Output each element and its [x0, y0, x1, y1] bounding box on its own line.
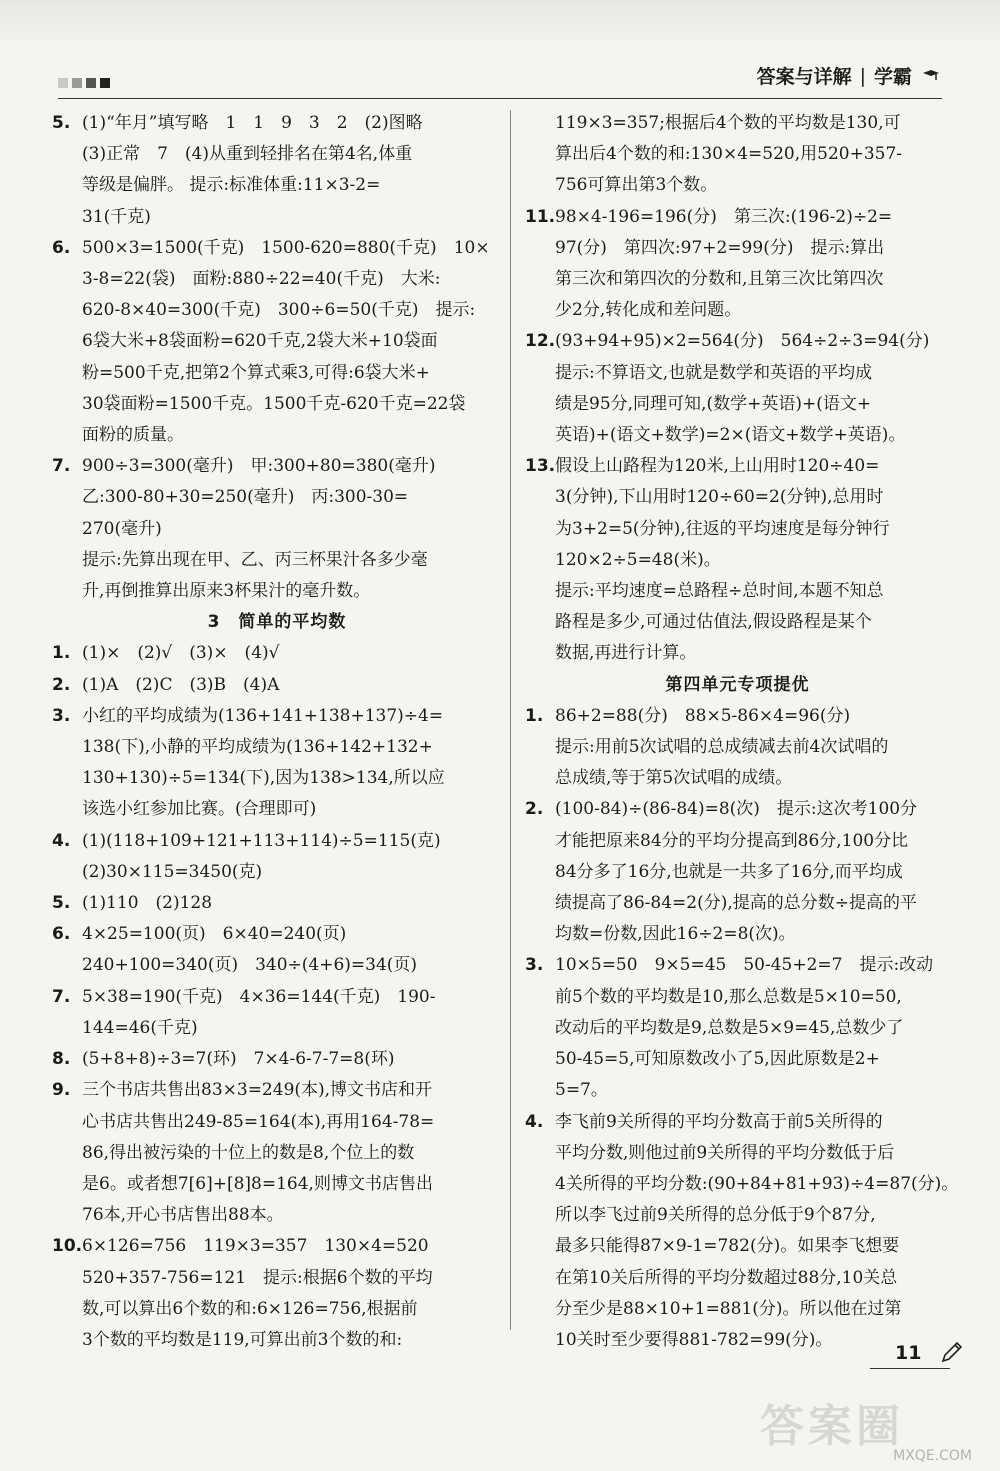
text-line: 为3+2=5(分钟),往返的平均速度是每分钟行	[555, 518, 890, 539]
header-separator: |	[859, 64, 866, 87]
text-line: 所以李飞过前9关所得的总分低于9个87分,	[555, 1205, 876, 1226]
item-number: 13.	[525, 456, 556, 477]
text-line: 50-45=5,可知原数改小了5,因此原数是2+	[555, 1049, 880, 1070]
text-line: 绩提高了86-84=2(分),提高的总分数÷提高的平	[555, 893, 917, 914]
header-square	[72, 78, 82, 88]
section-title: 3 简单的平均数	[207, 612, 347, 633]
text-line: 130+130)÷5=134(下),因为138>134,所以应	[82, 768, 445, 789]
text-line: 520+357-756=121 提示:根据6个数的平均	[82, 1267, 433, 1288]
text-line: 10关时至少要得881-782=99(分)。	[555, 1329, 833, 1350]
answer-item	[52, 233, 502, 451]
text-line: 乙:300-80+30=250(毫升) 丙:300-30=	[82, 487, 409, 508]
text-line: 3(分钟),下山用时120÷60=2(分钟),总用时	[555, 487, 884, 508]
text-line: 240+100=340(页) 340÷(4+6)=34(页)	[82, 955, 418, 976]
pencil-icon	[940, 1340, 964, 1364]
text-line: 心书店共售出249-85=164(本),再用164-78=	[82, 1111, 435, 1132]
item-body	[82, 826, 502, 888]
text-line: 少2分,转化成和差问题。	[555, 300, 742, 321]
text-line: 5×38=190(千克) 4×36=144(千克) 190-	[82, 986, 436, 1007]
item-body	[555, 794, 950, 950]
text-line: 绩是95分,同理可知,(数学+英语)+(语文+	[555, 393, 872, 414]
text-line: 在第10关后所得的平均分数超过88分,10关总	[555, 1267, 898, 1288]
text-line: 改动后的平均数是9,总数是5×9=45,总数少了	[555, 1017, 904, 1038]
text-line: 提示:平均速度=总路程÷总时间,本题不知总	[555, 581, 884, 602]
text-line: (1)A (2)C (3)B (4)A	[82, 674, 280, 695]
item-number: 12.	[525, 331, 556, 352]
item-body	[82, 638, 502, 669]
answer-item	[52, 1231, 502, 1356]
answer-item	[525, 701, 950, 795]
text-line: 等级是偏胖。 提示:标准体重:11×3-2=	[82, 175, 381, 196]
item-body	[555, 326, 950, 451]
answer-item	[525, 202, 950, 327]
item-number: 10.	[52, 1236, 83, 1257]
text-line: 提示:用前5次试唱的总成绩减去前4次试唱的	[555, 737, 889, 758]
text-line: 三个书店共售出83×3=249(本),博文书店和开	[82, 1080, 433, 1101]
item-body	[82, 982, 502, 1044]
text-line: 才能把原来84分的平均分提高到86分,100分比	[555, 830, 909, 851]
item-body	[82, 451, 502, 607]
text-line: 前5个数的平均数是10,那么总数是5×10=50,	[555, 986, 902, 1007]
text-line: 30袋面粉=1500千克。1500千克-620千克=22袋	[82, 393, 466, 414]
answer-item	[52, 451, 502, 607]
section-title: 第四单元专项提优	[665, 674, 810, 695]
text-line: 是6。或者想7[6]+[8]8=164,则博文书店售出	[82, 1173, 433, 1194]
text-line: 76本,开心书店售出88本。	[82, 1205, 284, 1226]
text-line: 84分多了16分,也就是一共多了16分,而平均成	[555, 861, 903, 882]
text-line: 3个数的平均数是119,可算出前3个数的和:	[82, 1329, 403, 1350]
item-body	[555, 108, 950, 202]
item-body	[82, 1231, 502, 1356]
text-line: 假设上山路程为120米,上山用时120÷40=	[555, 456, 880, 477]
header-square	[100, 78, 110, 88]
text-line: 提示:不算语文,也就是数学和英语的平均成	[555, 362, 873, 383]
text-line: 小红的平均成绩为(136+141+138+137)÷4=	[82, 705, 444, 726]
item-number: 6.	[52, 237, 71, 258]
item-number: 8.	[52, 1049, 71, 1070]
answer-item	[525, 794, 950, 950]
text-line: 总成绩,等于第5次试唱的成绩。	[555, 768, 793, 789]
watermark-url: MXQE.COM	[893, 1448, 972, 1464]
text-line: 98×4-196=196(分) 第三次:(196-2)÷2=	[555, 206, 893, 227]
item-body	[82, 233, 502, 451]
item-number: 3.	[525, 955, 544, 976]
text-line: 6×126=756 119×3=357 130×4=520	[82, 1236, 429, 1257]
item-number: 7.	[52, 456, 71, 477]
answer-item	[525, 108, 950, 202]
item-number: 4.	[52, 830, 71, 851]
item-number: 4.	[525, 1111, 544, 1132]
left-column	[52, 108, 502, 1356]
item-body	[82, 701, 502, 826]
page-number-rule	[870, 1368, 950, 1369]
text-line: 第三次和第四次的分数和,且第三次比第四次	[555, 269, 884, 290]
text-line: 86+2=88(分) 88×5-86×4=96(分)	[555, 705, 851, 726]
column-divider	[510, 110, 511, 1330]
text-line: 119×3=357;根据后4个数的平均数是130,可	[555, 113, 901, 133]
text-line: 均数=份数,因此16÷2=8(次)。	[555, 924, 796, 945]
text-line: (1)× (2)√ (3)× (4)√	[82, 643, 280, 664]
item-number: 5.	[52, 893, 71, 914]
text-line: (100-84)÷(86-84)=8(次) 提示:这次考100分	[555, 799, 918, 820]
header-rule	[58, 98, 942, 99]
text-line: 李飞前9关所得的平均分数高于前5关所得的	[555, 1111, 883, 1132]
answer-item	[525, 451, 950, 669]
text-line: 升,再倒推算出原来3杯果汁的毫升数。	[82, 581, 371, 602]
text-line: (1)110 (2)128	[82, 893, 213, 914]
text-line: 6袋大米+8袋面粉=620千克,2袋大米+10袋面	[82, 331, 438, 352]
text-line: 提示:先算出现在甲、乙、丙三杯果汁各多少毫	[82, 549, 428, 570]
item-number: 7.	[52, 986, 71, 1007]
text-line: 4关所得的平均分数:(90+84+81+93)÷4=87(分)。	[555, 1173, 959, 1194]
text-line: 分至少是88×10+1=881(分)。所以他在过第	[555, 1298, 902, 1319]
text-line: 4×25=100(页) 6×40=240(页)	[82, 924, 347, 945]
text-line: 97(分) 第四次:97+2=99(分) 提示:算出	[555, 237, 885, 258]
text-line: 620-8×40=300(千克) 300÷6=50(千克) 提示:	[82, 300, 476, 321]
graduation-cap-icon	[922, 69, 940, 83]
text-line: 31(千克)	[82, 206, 151, 227]
right-column	[525, 108, 959, 1356]
answer-item	[52, 1044, 502, 1075]
answer-item	[52, 919, 502, 981]
text-line: (1)“年月”填写略 1 1 9 3 2 (2)图略	[82, 113, 423, 133]
item-number: 2.	[525, 799, 544, 820]
item-body	[555, 950, 950, 1106]
answer-item	[52, 670, 502, 701]
item-number: 6.	[52, 924, 71, 945]
text-line: 平均分数,则他过前9关所得的平均分数低于后	[555, 1142, 895, 1163]
text-line: (1)(118+109+121+113+114)÷5=115(克)	[82, 830, 441, 851]
top-band	[0, 0, 1000, 40]
text-line: 英语)+(语文+数学)=2×(语文+数学+英语)。	[555, 425, 906, 446]
answer-item	[525, 326, 950, 451]
item-body	[82, 108, 502, 233]
text-line: 数据,再进行计算。	[555, 643, 697, 664]
text-line: (5+8+8)÷3=7(环) 7×4-6-7-7=8(环)	[82, 1049, 395, 1070]
item-body	[555, 202, 950, 327]
header-square	[86, 78, 96, 88]
answer-item	[52, 826, 502, 888]
text-line: (2)30×115=3450(克)	[82, 861, 263, 882]
text-line: 86,得出被污染的十位上的数是8,个位上的数	[82, 1142, 415, 1163]
header-title: 答案与详解	[756, 66, 852, 88]
item-number: 2.	[52, 674, 71, 695]
watermark-logo: 答案圈	[760, 1401, 904, 1452]
item-number: 9.	[52, 1080, 71, 1101]
item-number: 11.	[525, 206, 556, 227]
text-line: 粉=500千克,把第2个算式乘3,可得:6袋大米+	[82, 362, 430, 383]
text-line: 900÷3=300(毫升) 甲:300+80=380(毫升)	[82, 456, 436, 477]
brand-logo: 学霸	[873, 66, 912, 88]
page-header	[757, 62, 940, 89]
text-line: 面粉的质量。	[82, 425, 184, 446]
text-line: 5=7。	[555, 1080, 608, 1101]
text-line: 路程是多少,可通过估值法,假设路程是某个	[555, 612, 872, 633]
item-body	[555, 451, 950, 669]
text-line: (3)正常 7 (4)从重到轻排名在第4名,体重	[82, 144, 413, 165]
text-line: 算出后4个数的和:130×4=520,用520+357-	[555, 144, 903, 165]
header-square	[58, 78, 68, 88]
answer-item	[52, 1075, 502, 1231]
item-body	[555, 1107, 958, 1357]
text-line: 138(下),小静的平均成绩为(136+142+132+	[82, 737, 433, 758]
text-line: 10×5=50 9×5=45 50-45+2=7 提示:改动	[555, 955, 934, 976]
answer-item	[52, 888, 502, 919]
item-number: 1.	[525, 705, 544, 726]
answer-item	[52, 701, 502, 826]
text-line: (93+94+95)×2=564(分) 564÷2÷3=94(分)	[555, 331, 930, 352]
item-body	[82, 888, 502, 919]
item-body	[82, 1075, 502, 1231]
text-line: 500×3=1500(千克) 1500-620=880(千克) 10×	[82, 237, 490, 258]
item-number: 1.	[52, 643, 71, 664]
answer-item	[52, 108, 502, 233]
text-line: 144=46(千克)	[82, 1017, 198, 1038]
answer-item	[525, 1107, 959, 1357]
item-body	[555, 701, 950, 795]
answer-item	[52, 638, 502, 669]
item-body	[82, 919, 502, 981]
item-number: 3.	[52, 705, 71, 726]
text-line: 数,可以算出6个数的和:6×126=756,根据前	[82, 1298, 418, 1319]
header-squares	[58, 78, 110, 88]
item-number	[525, 108, 555, 202]
text-line: 120×2÷5=48(米)。	[555, 549, 721, 570]
answer-item	[525, 950, 950, 1106]
answer-item	[52, 982, 502, 1044]
text-line: 270(毫升)	[82, 518, 162, 539]
text-line: 3-8=22(袋) 面粉:880÷22=40(千克) 大米:	[82, 269, 441, 290]
page-number: 11	[895, 1342, 922, 1364]
item-body	[82, 670, 502, 701]
item-number: 5.	[52, 113, 71, 133]
text-line: 最多只能得87×9-1=782(分)。如果李飞想要	[555, 1236, 900, 1257]
item-body	[82, 1044, 502, 1075]
text-line: 该选小红参加比赛。(合理即可)	[82, 799, 317, 820]
text-line: 756可算出第3个数。	[555, 175, 718, 196]
